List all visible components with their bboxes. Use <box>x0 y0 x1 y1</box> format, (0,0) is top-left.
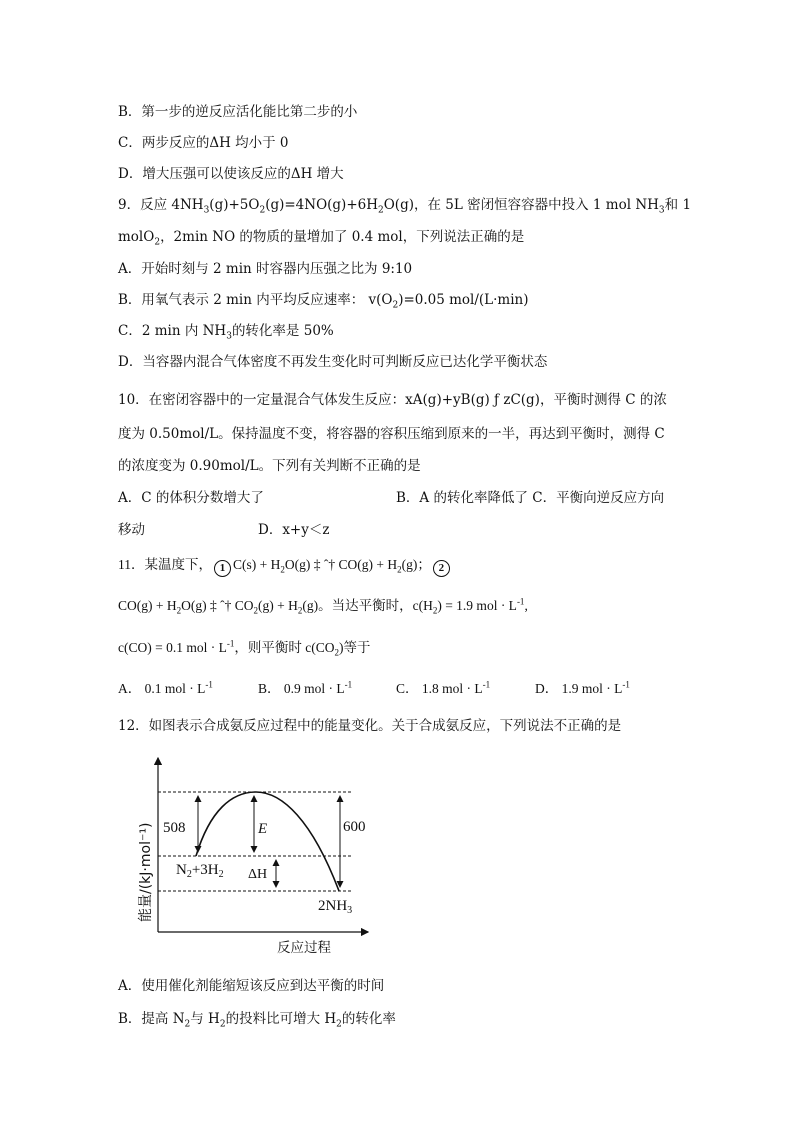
label-reactants: $N_2+3H_2$ <box>176 862 224 880</box>
label-delta-h: ΔH <box>248 867 268 882</box>
x-axis-label: 反应过程 <box>277 940 331 956</box>
circled-number-2: 2 <box>433 560 450 577</box>
q9-stem-line1: 9．反应 $4NH_3(g)+5O_2(g)=4NO(g)+6H_2O(g)$，在 5L 密闭恒容容器中投入 1 mol $NH_3$和 1 <box>118 197 692 216</box>
q10-stem-line2: 度为 0.50mol/L。保持温度不变，将容器的容积压缩到原来的一半，再达到平衡时，测得 C <box>118 426 665 442</box>
q11-option-a: A． 0.1 mol · $L^{-1}$ <box>118 679 213 696</box>
q11-stem-line2: $CO(g) + H_2O(g)$ ‡ ˆ† $CO_2(g) + H_2(g)$。当达平衡时，$c(H_2) = 1.9$ mol · $L^{-1}$, <box>118 596 528 616</box>
q10-stem-line3: 的浓度变为 0.90mol/L。下列有关判断不正确的是 <box>118 458 421 474</box>
label-600: 600 <box>343 819 366 835</box>
q9-option-b: B．用氧气表示 2 min 内平均反应速率： $v(O_2)=0.05$ mol/(L·min) <box>118 292 529 311</box>
q12-option-a: A．使用催化剂能缩短该反应到达平衡的时间 <box>118 978 385 994</box>
q10-option-bc: B．A 的转化率降低了 C．平衡向逆反应方向 <box>396 490 665 506</box>
q9-option-a: A．开始时刻与 2 min 时容器内压强之比为 9:10 <box>118 261 413 277</box>
q11-stem-line1: 11．某温度下， 1 $C(s) + H_2O(g)$ ‡ ˆ† $CO(g) + H_2(g)$； 2 <box>118 556 452 577</box>
y-axis-label: 能量/(kJ·mol⁻¹) <box>138 822 154 922</box>
q11-option-c: C． 1.8 mol · $L^{-1}$ <box>396 679 491 696</box>
label-e: E <box>258 821 268 837</box>
q11-stem-line3: c(CO) = 0.1 mol · $L^{-1}$，则平衡时 $c(CO_2)$等于 <box>118 638 371 658</box>
q9-option-c: C．2 min 内 $NH_3$的转化率是 50% <box>118 323 334 342</box>
option-d-prev: D．增大压强可以使该反应的ΔH 增大 <box>118 166 344 182</box>
q11-option-b: B． 0.9 mol · $L^{-1}$ <box>258 679 353 696</box>
q10-option-d: D．x+y＜z <box>258 522 330 538</box>
q11-option-d: D． 1.9 mol · $L^{-1}$ <box>535 679 630 696</box>
q10-option-a: A．C 的体积分数增大了 <box>118 490 264 506</box>
q9-stem-line2: molO$_2$，2min NO 的物质的量增加了 0.4 mol，下列说法正确的是 <box>118 229 525 248</box>
q12-stem: 12．如图表示合成氨反应过程中的能量变化。关于合成氨反应，下列说法不正确的是 <box>118 718 622 734</box>
q10-stem-line1: 10．在密闭容器中的一定量混合气体发生反应：xA(g)+yB(g) ƒ zC(g)，平衡时测得 C 的浓 <box>118 392 667 408</box>
q12-option-b: B．提高 $N_2$与 $H_2$的投料比可增大 $H_2$的转化率 <box>118 1011 396 1030</box>
option-b-prev: B．第一步的逆反应活化能比第二步的小 <box>118 104 358 120</box>
q9-option-d: D．当容器内混合气体密度不再发生变化时可判断反应已达化学平衡状态 <box>118 354 548 370</box>
label-product: $2NH_3$ <box>318 898 353 916</box>
energy-diagram <box>120 750 390 960</box>
circled-number-1: 1 <box>214 560 231 577</box>
option-c-prev: C．两步反应的ΔH 均小于 0 <box>118 135 289 151</box>
q10-option-move: 移动 <box>118 522 145 538</box>
label-508: 508 <box>163 820 186 836</box>
